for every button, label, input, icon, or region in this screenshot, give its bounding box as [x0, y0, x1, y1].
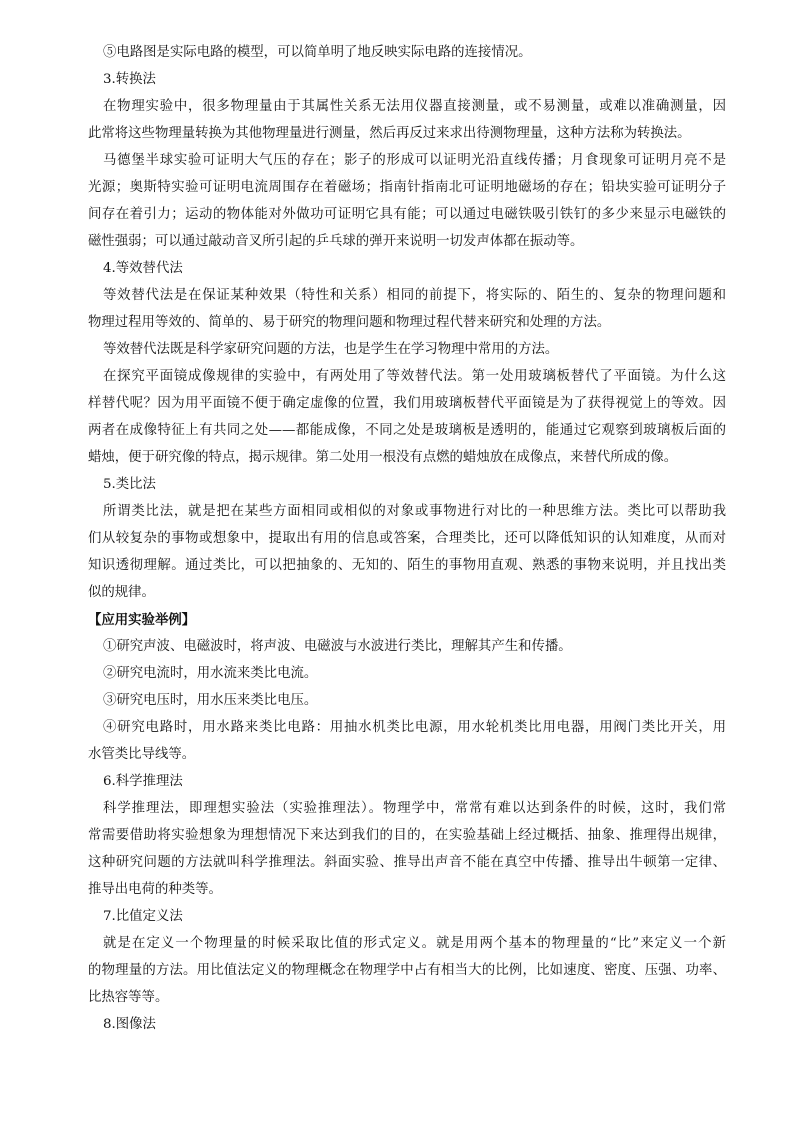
- paragraph-line: 磁性强弱；可以通过敲动音叉所引起的乒乓球的弹开来说明一切发声体都在振动等。: [88, 234, 584, 249]
- paragraph-line: 等效替代法是在保证某种效果（特性和关系）相同的前提下，将实际的、陌生的、复杂的物理问题和: [103, 288, 726, 303]
- paragraph-line: 间存在着引力；运动的物体能对外做功可证明它具有能；可以通过电磁铁吸引铁钉的多少来显示电磁铁的: [88, 207, 726, 222]
- paragraph-line: 科学推理法，即理想实验法（实验推理法）。物理学中，常常有难以达到条件的时候，这时，我们常: [103, 801, 726, 816]
- section-heading: 5.类比法: [103, 477, 156, 492]
- list-item-continuation: 水管类比导线等。: [88, 747, 196, 762]
- list-item: ①研究声波、电磁波时，将声波、电磁波与水波进行类比，理解其产生和传播。: [103, 639, 572, 654]
- paragraph-line: 马德堡半球实验可证明大气压的存在；影子的形成可以证明光沿直线传播；月食现象可证明月亮不是: [103, 153, 726, 168]
- paragraph-line: 比热容等等。: [88, 990, 169, 1005]
- paragraph-line: 常需要借助将实验想象为理想情况下来达到我们的目的，在实验基础上经过概括、抽象、推理得出规律，: [88, 828, 726, 843]
- paragraph-line: 这种研究问题的方法就叫科学推理法。斜面实验、推导出声音不能在真空中传播、推导出牛顿第一定律、: [88, 855, 726, 870]
- list-item: ③研究电压时，用水压来类比电压。: [103, 693, 318, 708]
- paragraph-line: 物理过程用等效的、简单的、易于研究的物理问题和物理过程代替来研究和处理的方法。: [88, 315, 611, 330]
- list-item: ④研究电路时，用水路来类比电路：用抽水机类比电源，用水轮机类比用电器，用阀门类比开关，用: [103, 720, 726, 735]
- paragraph-line: 就是在定义一个物理量的时候采取比值的形式定义。就是用两个基本的物理量的“比”来定义一个新: [103, 936, 726, 951]
- section-heading: 8.图像法: [103, 1017, 156, 1032]
- paragraph-line: 此常将这些物理量转换为其他物理量进行测量，然后再反过来求出待测物理量，这种方法称为转换法。: [88, 126, 691, 141]
- paragraph-line: 蜡烛，便于研究像的特点，揭示规律。第二处用一根没有点燃的蜡烛放在成像点，来替代所成的像。: [88, 450, 678, 465]
- paragraph-line: 们从较复杂的事物或想象中，提取出有用的信息或答案，合理类比，还可以降低知识的认知难度，从而对: [88, 531, 726, 546]
- paragraph-line: 等效替代法既是科学家研究问题的方法，也是学生在学习物理中常用的方法。: [103, 342, 559, 357]
- paragraph-line: 在探究平面镜成像规律的实验中，有两处用了等效替代法。第一处用玻璃板替代了平面镜。为什么这: [103, 369, 726, 384]
- section-heading: 3.转换法: [103, 72, 156, 87]
- paragraph-line: 光源；奥斯特实验可证明电流周围存在着磁场；指南针指南北可证明地磁场的存在；铅块实验可证明分子: [88, 180, 726, 195]
- paragraph-line: 两者在成像特征上有共同之处——都能成像，不同之处是玻璃板是透明的，能通过它观察到玻璃板后面的: [88, 423, 726, 438]
- section-heading: 6.科学推理法: [103, 774, 183, 789]
- paragraph-line: 知识透彻理解。通过类比，可以把抽象的、无知的、陌生的事物用直观、熟悉的事物来说明，并且找出类: [88, 558, 726, 573]
- paragraph-line: 推导出电荷的种类等。: [88, 882, 222, 897]
- paragraph-line: 的物理量的方法。用比值法定义的物理概念在物理学中占有相当大的比例，比如速度、密度、压强、功率、: [88, 963, 726, 978]
- list-item: ②研究电流时，用水流来类比电流。: [103, 666, 318, 681]
- list-item: ⑤电路图是实际电路的模型，可以简单明了地反映实际电路的连接情况。: [103, 45, 532, 60]
- section-heading: 7.比值定义法: [103, 909, 183, 924]
- section-heading: 4.等效替代法: [103, 261, 183, 276]
- paragraph-line: 在物理实验中，很多物理量由于其属性关系无法用仪器直接测量，或不易测量，或难以准确测量，因: [103, 99, 726, 114]
- subsection-heading: 【应用实验举例】: [88, 612, 196, 628]
- paragraph-line: 似的规律。: [88, 585, 155, 600]
- paragraph-line: 样替代呢？因为用平面镜不便于确定虚像的位置，我们用玻璃板替代平面镜是为了获得视觉上的等效。因: [88, 396, 726, 411]
- paragraph-line: 所谓类比法，就是把在某些方面相同或相似的对象或事物进行对比的一种思维方法。类比可以帮助我: [103, 504, 726, 519]
